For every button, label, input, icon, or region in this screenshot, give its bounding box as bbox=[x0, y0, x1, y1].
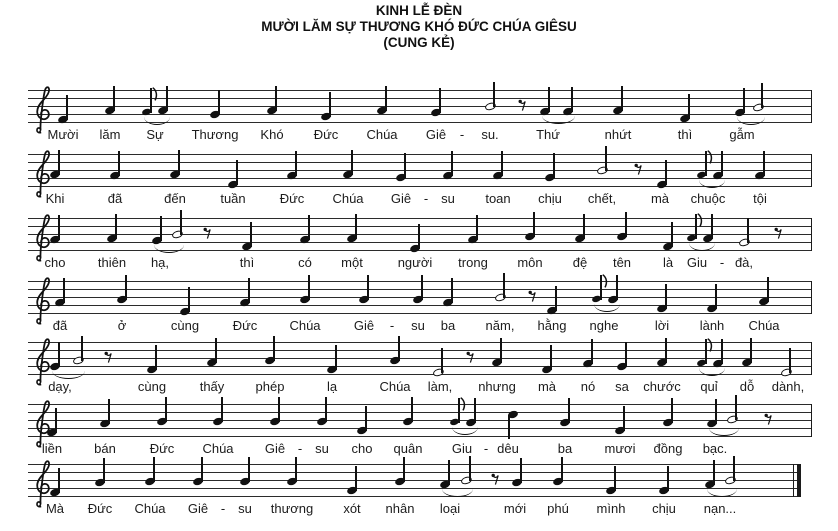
lyric-syllable: su bbox=[315, 441, 329, 456]
note-stem bbox=[688, 94, 689, 119]
lyric-syllable: có bbox=[298, 255, 312, 270]
lyric-syllable: dêu bbox=[497, 441, 519, 456]
eighth-rest-icon bbox=[774, 226, 783, 240]
staff-system-2 bbox=[0, 154, 838, 216]
lyric-syllable: Đức bbox=[279, 191, 305, 206]
note-stem bbox=[469, 456, 470, 481]
note-stem bbox=[295, 151, 296, 176]
note-stem bbox=[750, 338, 751, 363]
note-stem bbox=[621, 86, 622, 111]
note-stem bbox=[367, 275, 368, 300]
note-stem bbox=[715, 284, 716, 309]
note-stem bbox=[295, 457, 296, 482]
lyric-syllable: Đức bbox=[87, 501, 113, 516]
lyric-syllable: cùng bbox=[170, 318, 200, 333]
lyric-syllable: su bbox=[411, 318, 425, 333]
note-stem bbox=[113, 86, 114, 111]
staff-line bbox=[28, 428, 812, 429]
lyric-syllable: mà bbox=[537, 379, 557, 394]
staff-system-5 bbox=[0, 342, 838, 404]
slur bbox=[452, 427, 478, 435]
eighth-flag-icon bbox=[602, 274, 610, 289]
note-stem bbox=[501, 151, 502, 176]
lyric-syllable: chịu bbox=[538, 191, 562, 206]
staff-system-7 bbox=[0, 464, 838, 526]
note-stem bbox=[180, 210, 181, 235]
lyric-syllable: Chúa bbox=[332, 191, 364, 206]
staff-line bbox=[28, 496, 801, 497]
staff-line bbox=[28, 178, 812, 179]
lyric-syllable: đà, bbox=[734, 255, 754, 270]
note-stem bbox=[439, 88, 440, 113]
lyric-syllable: mới bbox=[503, 501, 527, 516]
lyric-syllable: Khi bbox=[45, 191, 65, 206]
lyric-syllable: Đức bbox=[313, 127, 339, 142]
staff-line bbox=[28, 313, 812, 314]
lyric-syllable: Sự bbox=[146, 127, 164, 142]
lyric-syllable: Giu bbox=[451, 441, 473, 456]
lyric-syllable: toan bbox=[485, 191, 511, 206]
note-stem bbox=[735, 395, 736, 420]
lyric-syllable: Chúa bbox=[748, 318, 780, 333]
slur bbox=[709, 428, 739, 436]
lyric-syllable: trong bbox=[458, 255, 488, 270]
note-stem bbox=[201, 457, 202, 482]
lyric-syllable: chuộc bbox=[690, 191, 726, 206]
lyric-syllable: chết, bbox=[587, 191, 617, 206]
note-stem bbox=[767, 277, 768, 302]
staff-line bbox=[28, 350, 812, 351]
lyric-syllable: một bbox=[341, 255, 363, 270]
note-stem bbox=[248, 278, 249, 303]
lyric-syllable: dạy, bbox=[48, 379, 72, 394]
lyric-syllable: nghe bbox=[589, 318, 619, 333]
lyric-syllable: nhứt bbox=[604, 127, 632, 142]
lyric-syllable: liền bbox=[41, 441, 63, 456]
lyric-syllable: mà bbox=[650, 191, 670, 206]
lyric-syllable: bán bbox=[94, 441, 116, 456]
note-stem bbox=[118, 151, 119, 176]
lyric-syllable: quân bbox=[393, 441, 423, 456]
note-stem bbox=[713, 460, 714, 485]
staff-line bbox=[28, 250, 812, 251]
lyric-syllable: quỉ bbox=[700, 379, 718, 394]
lyric-syllable: lành bbox=[699, 318, 725, 333]
lyric-syllable: Giê bbox=[353, 318, 375, 333]
note-stem bbox=[503, 273, 504, 298]
note-stem bbox=[108, 399, 109, 424]
staff-line bbox=[28, 226, 812, 227]
staff-line bbox=[28, 305, 812, 306]
note-stem bbox=[665, 160, 666, 185]
lyric-syllable: mình bbox=[596, 501, 626, 516]
staff-line bbox=[28, 154, 812, 155]
note-stem bbox=[605, 146, 606, 171]
lyric-syllable: thì bbox=[677, 127, 693, 142]
note-stem bbox=[365, 406, 366, 431]
lyric-syllable: Mà bbox=[45, 501, 65, 516]
note-stem bbox=[250, 222, 251, 247]
note-stem bbox=[747, 218, 748, 243]
lyric-syllable: Thứ bbox=[536, 127, 560, 142]
lyric-syllable: bạc. bbox=[702, 441, 728, 456]
note-stem bbox=[711, 214, 712, 239]
title-line-3: (CUNG KẺ) bbox=[383, 35, 455, 50]
slur bbox=[594, 304, 620, 312]
note-stem bbox=[125, 275, 126, 300]
lyric-syllable: phép bbox=[255, 379, 285, 394]
staff-line bbox=[28, 281, 812, 282]
note-stem bbox=[761, 83, 762, 108]
note-stem bbox=[398, 336, 399, 361]
eighth-rest-icon bbox=[528, 289, 537, 303]
eighth-flag-icon bbox=[707, 338, 715, 353]
note-stem bbox=[583, 214, 584, 239]
note-stem bbox=[441, 348, 442, 373]
lyric-syllable: Đức bbox=[149, 441, 175, 456]
staff-line bbox=[28, 404, 812, 405]
note-stem bbox=[351, 150, 352, 175]
lyric-syllable: loại bbox=[439, 501, 461, 516]
staff-system-3 bbox=[0, 218, 838, 280]
note-stem bbox=[308, 275, 309, 300]
lyric-syllable: Chúa bbox=[289, 318, 321, 333]
note-stem bbox=[625, 342, 626, 367]
note-stem bbox=[548, 87, 549, 112]
end-barline bbox=[811, 281, 812, 314]
title-block bbox=[0, 3, 838, 51]
lyric-syllable: phú bbox=[547, 501, 569, 516]
note-stem bbox=[166, 86, 167, 111]
eighth-rest-icon bbox=[634, 162, 643, 176]
note-stem bbox=[278, 397, 279, 422]
note-stem bbox=[614, 466, 615, 491]
note-stem bbox=[500, 338, 501, 363]
slur bbox=[144, 117, 170, 125]
note-stem bbox=[221, 397, 222, 422]
note-stem bbox=[533, 212, 534, 237]
note-stem bbox=[671, 398, 672, 423]
note-stem bbox=[160, 216, 161, 241]
lyric-syllable: Mười bbox=[47, 127, 79, 142]
staff-line bbox=[28, 366, 812, 367]
end-barline bbox=[811, 404, 812, 437]
lyric-syllable: Chúa bbox=[366, 127, 398, 142]
note-stem bbox=[561, 457, 562, 482]
note-stem bbox=[248, 457, 249, 482]
eighth-rest-icon bbox=[491, 472, 500, 486]
lyric-syllable: nhưng bbox=[478, 379, 516, 394]
eighth-flag-icon bbox=[707, 150, 715, 165]
lyric-syllable: thì bbox=[239, 255, 255, 270]
end-barline bbox=[811, 218, 812, 251]
end-barline bbox=[811, 154, 812, 187]
note-stem bbox=[66, 95, 67, 120]
note-stem bbox=[403, 457, 404, 482]
note-stem bbox=[667, 466, 668, 491]
lyric-syllable: ba bbox=[557, 441, 573, 456]
lyric-syllable: thiên bbox=[97, 255, 127, 270]
lyric-syllable: tên bbox=[612, 255, 632, 270]
note-stem bbox=[115, 214, 116, 239]
staff-line bbox=[28, 472, 801, 473]
lyric-syllable: làm, bbox=[427, 379, 453, 394]
note-stem bbox=[625, 212, 626, 237]
note-stem bbox=[58, 468, 59, 493]
note-stem bbox=[178, 150, 179, 175]
lyric-syllable: môn bbox=[517, 255, 543, 270]
note-stem bbox=[355, 466, 356, 491]
eighth-rest-icon bbox=[518, 98, 527, 112]
note-stem bbox=[451, 278, 452, 303]
final-barline-thin bbox=[793, 464, 794, 497]
note-stem bbox=[665, 284, 666, 309]
lyric-syllable: Khó bbox=[260, 127, 284, 142]
note-stem bbox=[555, 286, 556, 311]
lyric-syllable: xót bbox=[343, 501, 361, 516]
note-stem bbox=[58, 215, 59, 240]
note-stem bbox=[571, 87, 572, 112]
note-stem bbox=[715, 399, 716, 424]
eighth-flag-icon bbox=[697, 213, 705, 228]
lyric-syllable: - bbox=[423, 191, 429, 206]
note-stem bbox=[325, 397, 326, 422]
note-stem bbox=[103, 458, 104, 483]
lyric-syllable: Giê bbox=[264, 441, 286, 456]
note-stem bbox=[721, 339, 722, 364]
lyric-syllable: đã bbox=[107, 191, 123, 206]
note-stem bbox=[520, 458, 521, 483]
lyric-syllable: cho bbox=[351, 441, 373, 456]
note-stem bbox=[448, 460, 449, 485]
lyric-syllable: đồng bbox=[653, 441, 683, 456]
staff-line bbox=[28, 374, 812, 375]
end-barline bbox=[811, 90, 812, 123]
note-stem bbox=[616, 275, 617, 300]
lyric-syllable: lời bbox=[654, 318, 670, 333]
note-stem bbox=[733, 456, 734, 481]
lyric-syllable: chước bbox=[643, 379, 681, 394]
note-stem bbox=[508, 415, 509, 439]
note-stem bbox=[385, 86, 386, 111]
note-stem bbox=[493, 82, 494, 107]
staff-line bbox=[28, 106, 812, 107]
slur bbox=[737, 117, 765, 125]
end-barline bbox=[811, 342, 812, 375]
staff-line bbox=[28, 98, 812, 99]
lyric-syllable: chịu bbox=[652, 501, 676, 516]
note-stem bbox=[188, 287, 189, 312]
lyric-syllable: là bbox=[662, 255, 674, 270]
note-stem bbox=[623, 406, 624, 431]
note-stem bbox=[591, 339, 592, 364]
note-stem bbox=[218, 90, 219, 115]
note-stem bbox=[329, 92, 330, 117]
lyric-syllable: Chúa bbox=[202, 441, 234, 456]
note-stem bbox=[275, 86, 276, 111]
lyric-syllable: sa bbox=[615, 379, 629, 394]
note-stem bbox=[665, 338, 666, 363]
lyric-syllable: - bbox=[220, 501, 226, 516]
note-stem bbox=[418, 224, 419, 249]
lyric-syllable: người bbox=[397, 255, 433, 270]
lyric-syllable: năm, bbox=[485, 318, 515, 333]
title-line-1: KINH LỄ ĐÈN bbox=[375, 3, 463, 18]
note-stem bbox=[474, 398, 475, 423]
lyric-syllable: Giu bbox=[686, 255, 708, 270]
staff-system-6 bbox=[0, 404, 838, 466]
lyric-syllable: nó bbox=[580, 379, 596, 394]
staff-line bbox=[28, 358, 812, 359]
staff-line bbox=[28, 162, 812, 163]
lyric-syllable: - bbox=[483, 441, 489, 456]
staff-system-4 bbox=[0, 281, 838, 343]
lyric-syllable: dành, bbox=[771, 379, 805, 394]
lyric-syllable: Đức bbox=[232, 318, 258, 333]
slur bbox=[52, 371, 85, 379]
lyric-syllable: hạ, bbox=[150, 255, 170, 270]
lyric-syllable: lạ bbox=[326, 379, 338, 394]
staff-line bbox=[28, 90, 812, 91]
lyric-syllable: mươi bbox=[604, 441, 636, 456]
staff-line bbox=[28, 420, 812, 421]
note-stem bbox=[63, 278, 64, 303]
note-stem bbox=[236, 160, 237, 185]
lyric-syllable: thương bbox=[270, 501, 314, 516]
lyric-syllable: - bbox=[459, 127, 465, 142]
lyric-syllable: tội bbox=[753, 191, 767, 206]
lyric-syllable: đã bbox=[52, 318, 68, 333]
note-stem bbox=[273, 336, 274, 361]
note-stem bbox=[743, 88, 744, 113]
eighth-flag-icon bbox=[460, 397, 468, 412]
eighth-flag-icon bbox=[152, 87, 160, 102]
note-stem bbox=[411, 397, 412, 422]
eighth-rest-icon bbox=[203, 226, 212, 240]
lyric-syllable: cho bbox=[44, 255, 66, 270]
lyric-syllable: đến bbox=[164, 191, 186, 206]
eighth-rest-icon bbox=[466, 350, 475, 364]
lyric-syllable: đệ bbox=[572, 255, 588, 270]
lyric-syllable: su. bbox=[481, 127, 499, 142]
final-barline-thick bbox=[797, 464, 802, 497]
note-stem bbox=[404, 153, 405, 178]
staff-line bbox=[28, 436, 812, 437]
lyric-syllable: Chúa bbox=[379, 379, 411, 394]
lyric-syllable: Thương bbox=[191, 127, 239, 142]
staff-line bbox=[28, 122, 812, 123]
note-stem bbox=[81, 336, 82, 361]
lyric-syllable: Chúa bbox=[134, 501, 166, 516]
lyric-syllable: lăm bbox=[99, 127, 121, 142]
staff-line bbox=[28, 488, 801, 489]
note-stem bbox=[550, 345, 551, 370]
staff-line bbox=[28, 342, 812, 343]
eighth-rest-icon bbox=[764, 412, 773, 426]
lyric-syllable: ba bbox=[440, 318, 456, 333]
note-stem bbox=[553, 153, 554, 178]
lyric-syllable: thấy bbox=[199, 379, 225, 394]
lyric-syllable: cùng bbox=[137, 379, 167, 394]
note-stem bbox=[451, 151, 452, 176]
note-stem bbox=[308, 215, 309, 240]
staff-line bbox=[28, 289, 812, 290]
staff-line bbox=[28, 170, 812, 171]
lyric-syllable: nạn... bbox=[703, 501, 737, 516]
note-stem bbox=[355, 214, 356, 239]
lyric-syllable: ở bbox=[117, 318, 127, 333]
note-stem bbox=[721, 151, 722, 176]
note-stem bbox=[153, 457, 154, 482]
lyric-syllable: - bbox=[297, 441, 303, 456]
note-stem bbox=[763, 151, 764, 176]
note-stem bbox=[789, 348, 790, 373]
note-stem bbox=[58, 150, 59, 175]
note-stem bbox=[421, 275, 422, 300]
staff-line bbox=[28, 464, 801, 465]
lyric-syllable: dỗ bbox=[739, 379, 755, 394]
note-stem bbox=[476, 215, 477, 240]
note-stem bbox=[568, 398, 569, 423]
staff-system-1 bbox=[0, 90, 838, 152]
note-stem bbox=[58, 342, 59, 367]
lyric-syllable: nhân bbox=[385, 501, 415, 516]
note-stem bbox=[671, 222, 672, 247]
note-stem bbox=[155, 345, 156, 370]
lyric-syllable: su bbox=[441, 191, 455, 206]
staff-line bbox=[28, 186, 812, 187]
lyric-syllable: su bbox=[238, 501, 252, 516]
note-stem bbox=[335, 345, 336, 370]
slur bbox=[154, 245, 184, 253]
note-stem bbox=[165, 397, 166, 422]
lyric-syllable: gẫm bbox=[729, 127, 755, 142]
lyric-syllable: Giê bbox=[390, 191, 412, 206]
staff-line bbox=[28, 412, 812, 413]
staff-line bbox=[28, 218, 812, 219]
lyric-syllable: tuần bbox=[220, 191, 246, 206]
eighth-rest-icon bbox=[104, 350, 113, 364]
note-stem bbox=[215, 338, 216, 363]
lyric-syllable: - bbox=[719, 255, 725, 270]
lyric-syllable: Giê bbox=[187, 501, 209, 516]
lyric-syllable: Giê bbox=[425, 127, 447, 142]
title-line-2: MƯỜI LĂM SỰ THƯƠNG KHÓ ĐỨC CHÚA GIÊSU bbox=[261, 19, 577, 34]
lyric-syllable: - bbox=[389, 318, 395, 333]
lyric-syllable: hằng bbox=[537, 318, 567, 333]
note-stem bbox=[55, 408, 56, 433]
